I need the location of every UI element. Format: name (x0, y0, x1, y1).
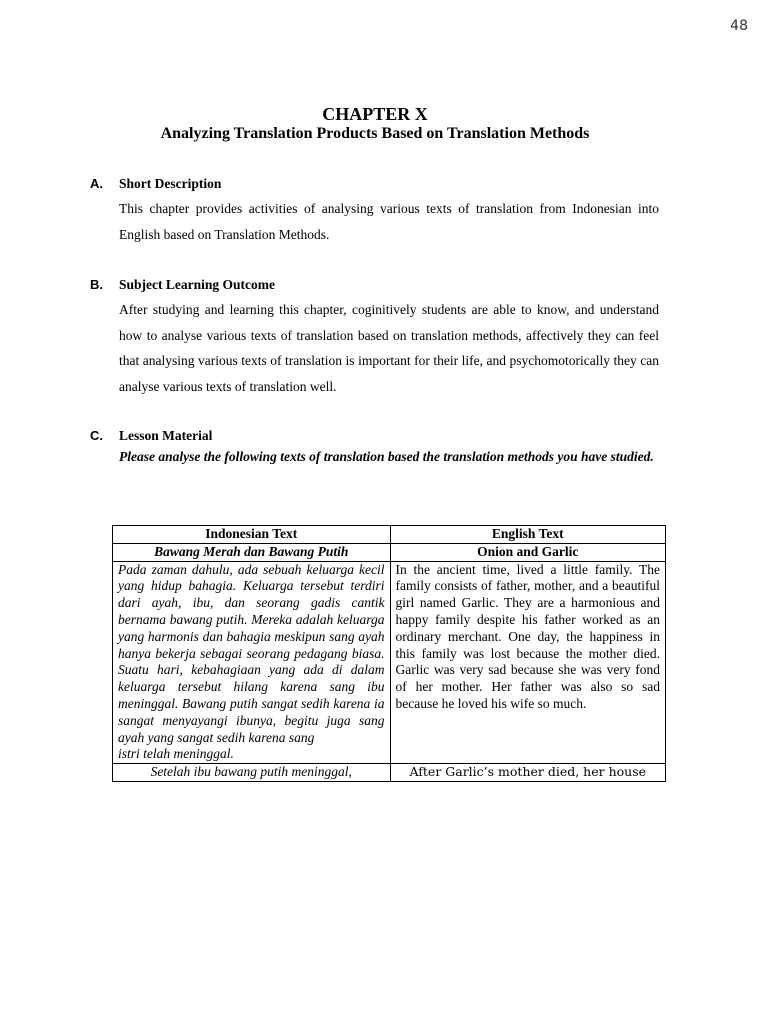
table-subtitle-row (113, 543, 666, 561)
indonesian-continuation: Setelah ibu bawang putih meninggal, (113, 764, 391, 782)
table-row (113, 561, 666, 764)
header-english: English Text (390, 526, 666, 544)
chapter-heading (0, 104, 750, 144)
story-title-indonesian: Bawang Merah dan Bawang Putih (113, 543, 391, 561)
section-title: Short Description (119, 176, 222, 191)
header-indonesian: Indonesian Text (113, 526, 391, 544)
translation-table (112, 525, 666, 782)
story-title-english: Onion and Garlic (390, 543, 666, 561)
section-letter: A. (90, 176, 103, 191)
english-passage: In the ancient time, lived a little family. The family consists of father, mother, and a beautiful girl named Garlic. They are a harmonious and happy family despite his father worked as an ordinary merchant. One day, the happiness in this family was lost because the mother died. Garlic was very sad because she was very fond of her mother. Her father was also so sad because he loved his wife so much. (390, 561, 666, 764)
lesson-instruction: Please analyse the following texts of translation based the translation methods you have studied. (119, 449, 654, 464)
section-body: After studying and learning this chapter, coginitively students are able to know, and understand how to analyse various texts of translation based on translation methods, affectively they can feel that analysing various texts of translation is important for their life, and psychomotorically they can analyse various texts of translation well. (119, 302, 659, 394)
table-header-row (113, 526, 666, 544)
indonesian-passage-text: Pada zaman dahulu, ada sebuah keluarga kecil yang hidup bahagia. Keluarga tersebut terdiri dari ayah, ibu, dan seorang gadis cantik bernama bawang putih. Mereka adalah keluarga yang harmonis dan bahagia meskipun sang ayah hanya bekerja sebagai seorang pedagang biasa. Suatu hari, kebahagiaan yang ada di dalam keluarga tersebut hilang karena sang ibu meninggal. Bawang putih sangat sedih karena ia sangat menyayangi ibunya, begitu juga sang ayah yang sangat sedih karena sang (118, 561, 385, 745)
section-letter: B. (90, 277, 103, 292)
section-title: Subject Learning Outcome (119, 277, 275, 292)
page-number: 48 (730, 18, 748, 34)
indonesian-passage (113, 561, 391, 764)
section-letter: C. (90, 428, 103, 443)
section-body: This chapter provides activities of analysing various texts of translation from Indonesian into English based on Translation Methods. (119, 201, 659, 242)
indonesian-passage-end: istri telah meninggal. (118, 746, 234, 762)
english-continuation: After Garlic’s mother died, her house (390, 764, 666, 782)
chapter-title: CHAPTER X (322, 104, 428, 124)
table-row (113, 764, 666, 782)
chapter-subtitle: Analyzing Translation Products Based on Translation Methods (160, 125, 590, 142)
section-title: Lesson Material (119, 428, 213, 443)
